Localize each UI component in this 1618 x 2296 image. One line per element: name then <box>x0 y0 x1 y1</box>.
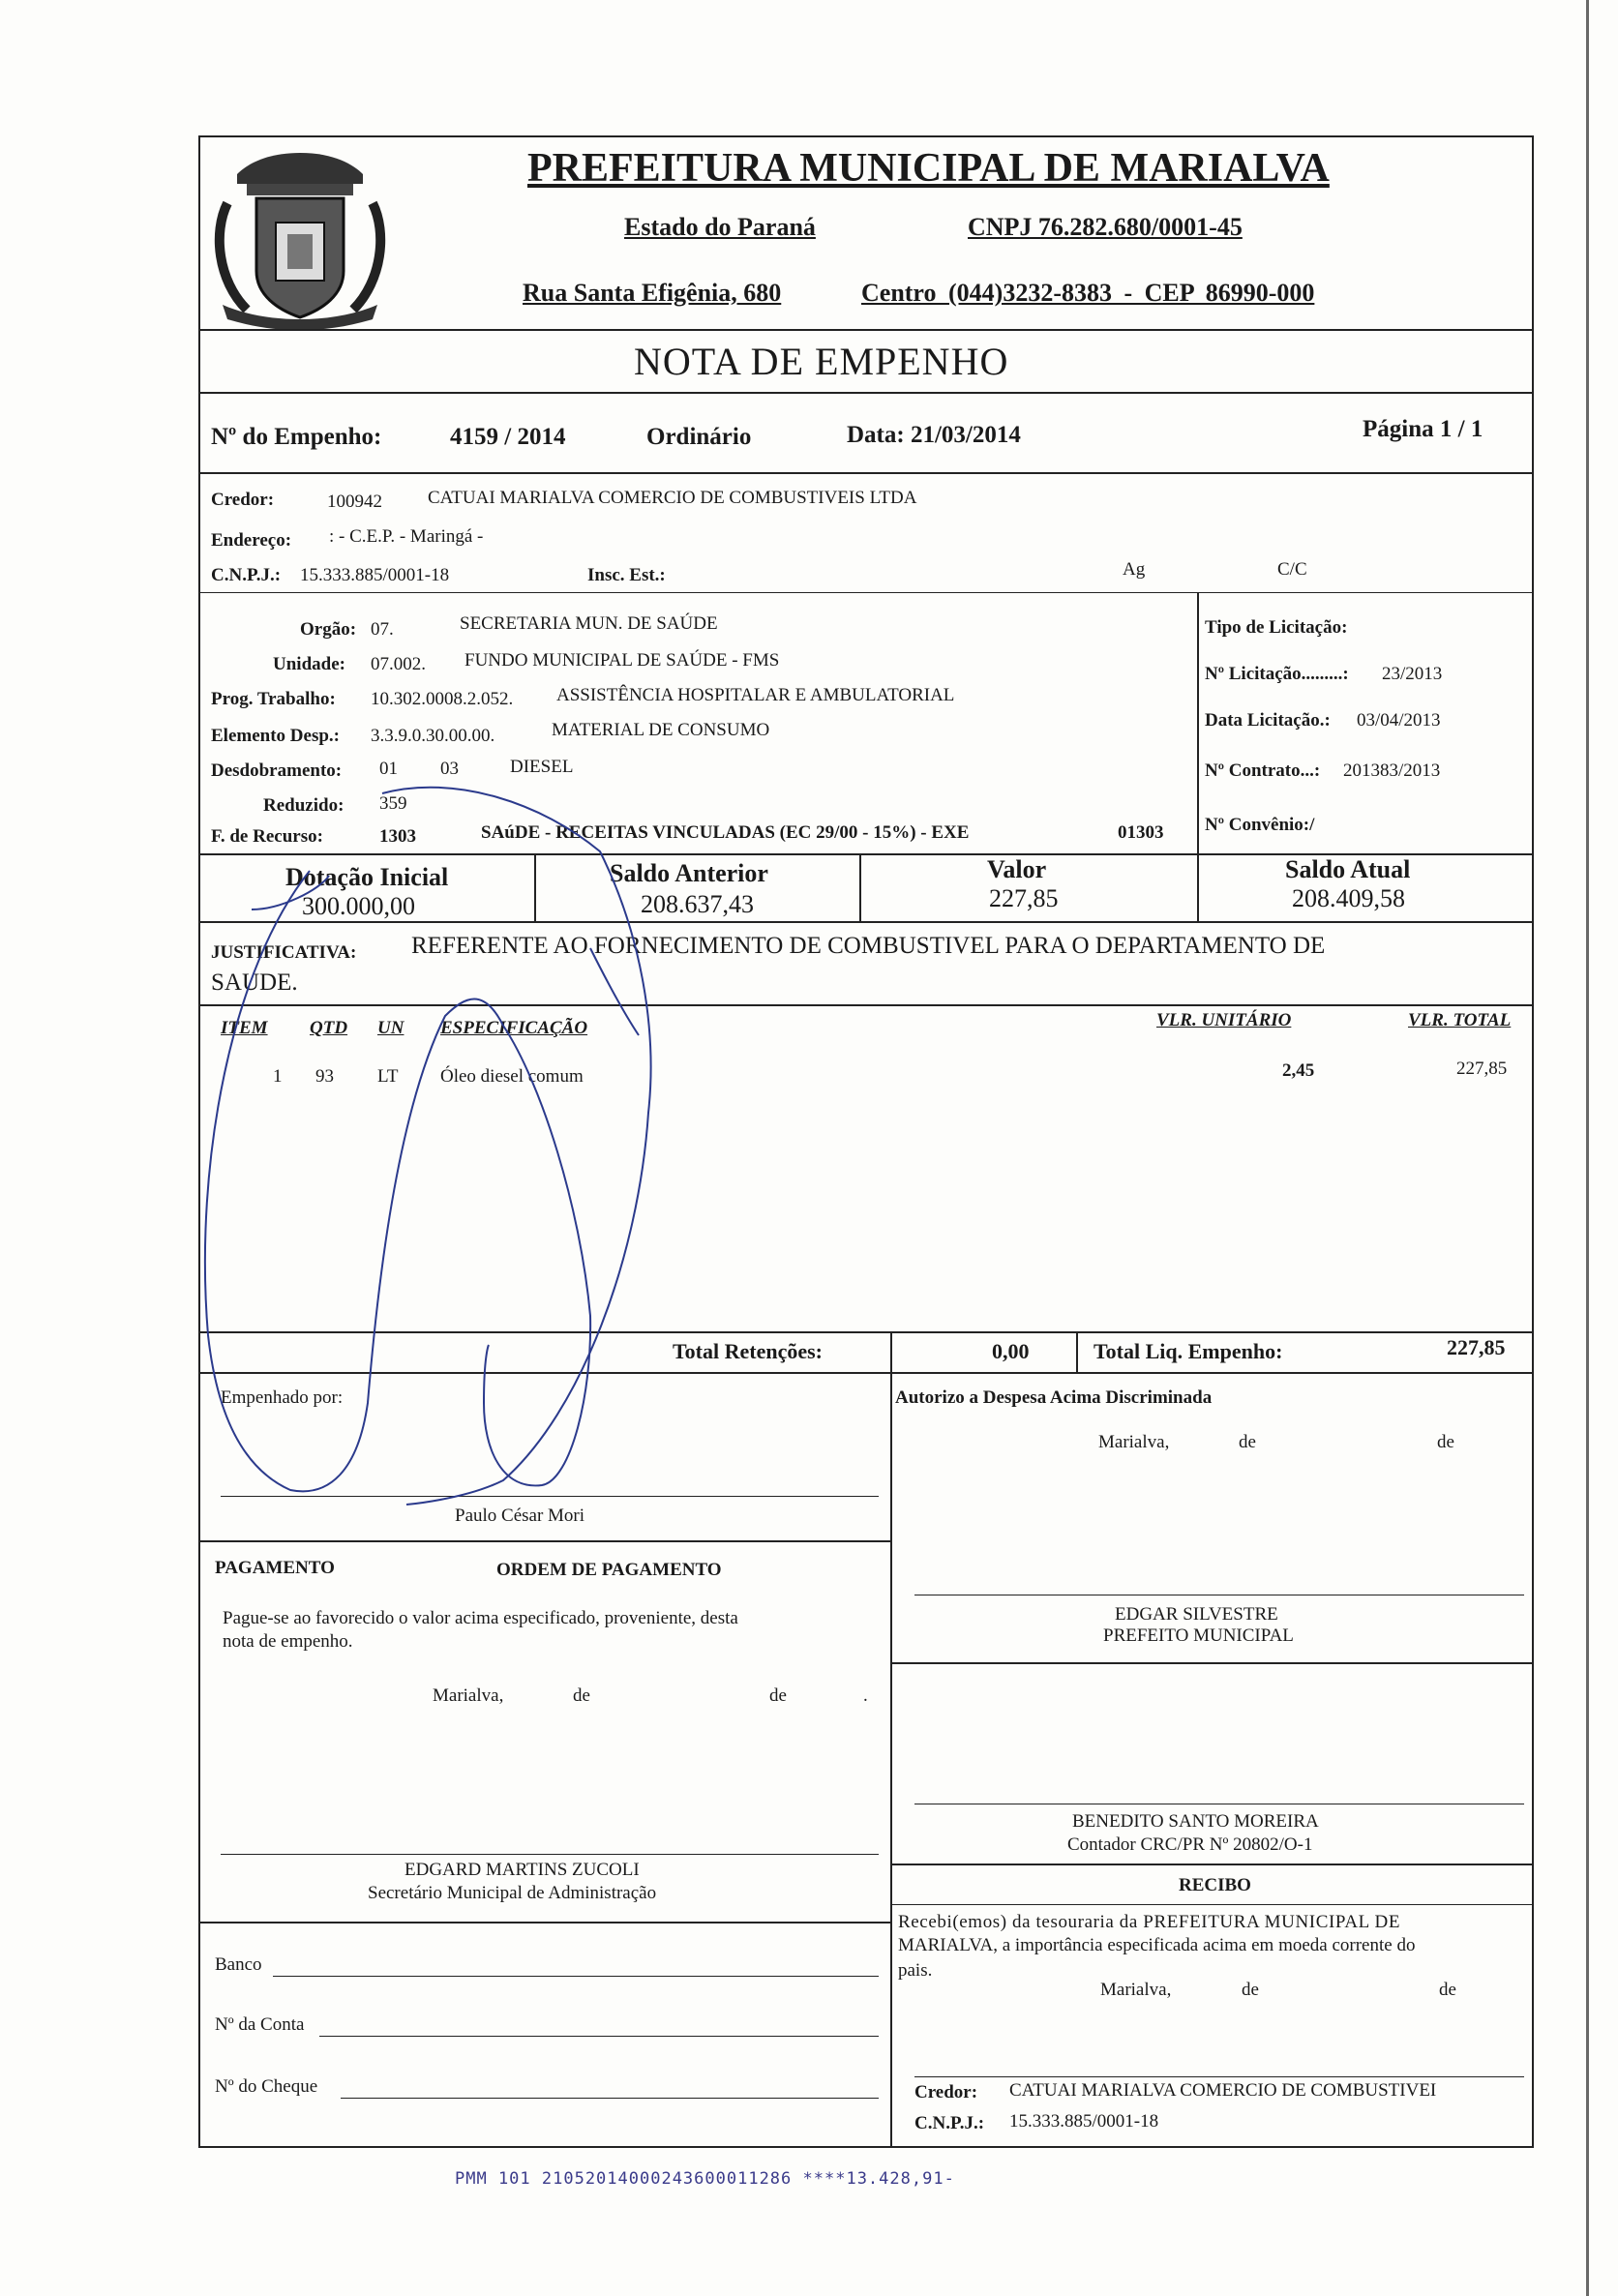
desdobramento-code-2: 03 <box>440 759 459 779</box>
licitacao-date-label: Data Licitação.: <box>1205 710 1331 731</box>
licitacao-date: 03/04/2013 <box>1357 710 1441 731</box>
document-title: NOTA DE EMPENHO <box>634 340 1009 383</box>
orgao-code: 07. <box>371 619 394 640</box>
empenhado-signature-line <box>221 1496 879 1497</box>
items-header-spec: ESPECIFICAÇÃO <box>440 1018 588 1038</box>
retencoes-label: Total Retenções: <box>673 1339 823 1363</box>
recurso-code-2: 01303 <box>1118 822 1164 843</box>
empenhado-label: Empenhado por: <box>221 1387 344 1408</box>
pagamento-de-2: de <box>769 1685 787 1706</box>
contrato-label: Nº Contrato...: <box>1205 760 1321 781</box>
recibo-credor-label: Credor: <box>914 2082 978 2102</box>
dotacao-label: Dotação Inicial <box>285 863 449 891</box>
prog-code: 10.302.0008.2.052. <box>371 689 514 709</box>
cheque-label: Nº do Cheque <box>215 2076 318 2097</box>
autorizo-place: Marialva, <box>1098 1432 1170 1452</box>
pagamento-dot: . <box>863 1685 868 1706</box>
licitacao-number: 23/2013 <box>1382 664 1443 684</box>
liquido-label: Total Liq. Empenho: <box>1094 1339 1283 1363</box>
recibo-label: RECIBO <box>1179 1875 1251 1895</box>
recurso-label: F. de Recurso: <box>211 826 323 847</box>
state-label: Estado do Paraná <box>624 213 816 241</box>
autorizo-label: Autorizo a Despesa Acima Discriminada <box>895 1387 1213 1408</box>
elemento-name: MATERIAL DE CONSUMO <box>552 720 770 740</box>
orgao-name: SECRETARIA MUN. DE SAÚDE <box>460 613 718 634</box>
scan-edge <box>1586 0 1589 2296</box>
items-header-unit: VLR. UNITÁRIO <box>1156 1010 1292 1030</box>
ordem-pagamento-label: ORDEM DE PAGAMENTO <box>496 1560 722 1580</box>
recurso-code: 1303 <box>379 826 416 847</box>
recibo-cnpj: 15.333.885/0001-18 <box>1009 2111 1159 2132</box>
recibo-de-2: de <box>1439 1980 1456 2000</box>
orgao-label: Orgão: <box>300 619 357 640</box>
empenho-date: Data: 21/03/2014 <box>847 422 1021 448</box>
autorizo-de-2: de <box>1437 1432 1454 1452</box>
pagamento-text-2: nota de empenho. <box>223 1631 353 1652</box>
processing-stamp: PMM 101 21052014000243600011286 ****13.428,91- <box>455 2169 955 2189</box>
insc-label: Insc. Est.: <box>587 565 666 585</box>
saldo-atual-label: Saldo Atual <box>1285 855 1411 883</box>
cnpj-label: CNPJ 76.282.680/0001-45 <box>968 213 1243 241</box>
dotacao-value: 300.000,00 <box>302 892 415 920</box>
items-header-un: UN <box>377 1018 404 1038</box>
secretario-signature-line <box>221 1854 879 1855</box>
cheque-field[interactable] <box>341 2098 879 2099</box>
recibo-text-3: pais. <box>898 1960 933 1981</box>
items-header-total: VLR. TOTAL <box>1408 1010 1512 1030</box>
desdobramento-name: DIESEL <box>510 757 574 777</box>
prog-name: ASSISTÊNCIA HOSPITALAR E AMBULATORIAL <box>556 685 955 705</box>
valor-label: Valor <box>987 855 1047 883</box>
saldo-anterior-value: 208.637,43 <box>641 890 754 918</box>
empenho-type: Ordinário <box>646 424 752 450</box>
elemento-label: Elemento Desp.: <box>211 726 340 746</box>
reduzido-value: 359 <box>379 793 407 814</box>
licitacao-number-label: Nº Licitação.........: <box>1205 664 1349 684</box>
prog-label: Prog. Trabalho: <box>211 689 336 709</box>
recibo-text-2: MARIALVA, a importância especificada acima em moeda corrente do <box>898 1935 1416 1955</box>
empenhado-signer: Paulo César Mori <box>455 1506 585 1526</box>
saldo-atual-value: 208.409,58 <box>1292 884 1405 912</box>
credor-code: 100942 <box>327 492 382 512</box>
credor-cnpj-label: C.N.P.J.: <box>211 565 282 585</box>
page-number: Página 1 / 1 <box>1363 416 1483 442</box>
recibo-de-1: de <box>1242 1980 1259 2000</box>
items-header-item: ITEM <box>221 1018 268 1038</box>
item-total-value: 227,85 <box>1456 1059 1508 1079</box>
ag-label: Ag <box>1123 559 1146 580</box>
pagamento-place: Marialva, <box>433 1685 504 1706</box>
prefeito-name: EDGAR SILVESTRE <box>1115 1604 1278 1625</box>
justificativa-line-2: SAUDE. <box>211 969 298 996</box>
contador-name: BENEDITO SANTO MOREIRA <box>1072 1811 1319 1832</box>
conta-field[interactable] <box>319 2036 879 2037</box>
justificativa-line-1: REFERENTE AO FORNECIMENTO DE COMBUSTIVEL PARA O DEPARTAMENTO DE <box>411 933 1326 959</box>
credor-label: Credor: <box>211 490 275 510</box>
empenho-number: 4159 / 2014 <box>450 424 566 450</box>
justificativa-label: JUSTIFICATIVA: <box>211 942 357 963</box>
elemento-code: 3.3.9.0.30.00.00. <box>371 726 495 746</box>
municipality-title: PREFEITURA MUNICIPAL DE MARIALVA <box>527 146 1330 191</box>
unidade-code: 07.002. <box>371 654 426 674</box>
endereco-value: : - C.E.P. - Maringá - <box>329 526 484 547</box>
pagamento-de-1: de <box>573 1685 590 1706</box>
empenho-number-label: Nº do Empenho: <box>211 424 382 450</box>
items-header-qtd: QTD <box>310 1018 348 1038</box>
credor-cnpj: 15.333.885/0001-18 <box>300 565 450 585</box>
autorizo-de-1: de <box>1239 1432 1256 1452</box>
recibo-place: Marialva, <box>1100 1980 1172 2000</box>
prefeito-role: PREFEITO MUNICIPAL <box>1103 1625 1294 1646</box>
convenio-label: Nº Convênio:/ <box>1205 815 1315 835</box>
item-un: LT <box>377 1066 399 1087</box>
saldo-anterior-label: Saldo Anterior <box>610 859 768 887</box>
item-unit-value: 2,45 <box>1282 1060 1315 1081</box>
item-qtd: 93 <box>315 1066 334 1087</box>
recibo-text-1: Recebi(emos) da tesouraria da PREFEITURA MUNICIPAL DE <box>898 1912 1401 1932</box>
banco-field[interactable] <box>273 1976 879 1977</box>
item-number: 1 <box>273 1066 283 1087</box>
tipo-licitacao-label: Tipo de Licitação: <box>1205 617 1348 638</box>
pagamento-label: PAGAMENTO <box>215 1558 335 1578</box>
recurso-name: SAúDE - RECEITAS VINCULADAS (EC 29/00 - 15%) - EXE <box>481 822 970 843</box>
address-label: Rua Santa Efigênia, 680 <box>523 279 782 307</box>
recibo-cnpj-label: C.N.P.J.: <box>914 2113 985 2133</box>
banco-label: Banco <box>215 1954 262 1975</box>
desdobramento-label: Desdobramento: <box>211 760 343 781</box>
reduzido-label: Reduzido: <box>263 795 345 816</box>
unidade-label: Unidade: <box>273 654 345 674</box>
credor-name: CATUAI MARIALVA COMERCIO DE COMBUSTIVEIS LTDA <box>428 488 917 508</box>
contador-role: Contador CRC/PR Nº 20802/O-1 <box>1067 1834 1313 1855</box>
item-spec: Óleo diesel comum <box>440 1066 584 1087</box>
recibo-credor: CATUAI MARIALVA COMERCIO DE COMBUSTIVEI <box>1009 2080 1437 2101</box>
secretario-role: Secretário Municipal de Administração <box>368 1883 657 1903</box>
contact-label: Centro (044)3232-8383 - CEP 86990-000 <box>861 279 1315 307</box>
valor-value: 227,85 <box>989 884 1059 912</box>
desdobramento-code-1: 01 <box>379 759 398 779</box>
pagamento-text-1: Pague-se ao favorecido o valor acima especificado, proveniente, desta <box>223 1608 738 1628</box>
recibo-signature-line <box>914 2076 1524 2077</box>
contrato-value: 201383/2013 <box>1343 760 1441 781</box>
liquido-value: 227,85 <box>1447 1335 1506 1359</box>
retencoes-value: 0,00 <box>992 1339 1030 1363</box>
conta-label: Nº da Conta <box>215 2014 305 2035</box>
secretario-name: EDGARD MARTINS ZUCOLI <box>404 1860 640 1880</box>
unidade-name: FUNDO MUNICIPAL DE SAÚDE - FMS <box>464 650 780 671</box>
endereco-label: Endereço: <box>211 530 292 551</box>
cc-label: C/C <box>1277 559 1307 580</box>
